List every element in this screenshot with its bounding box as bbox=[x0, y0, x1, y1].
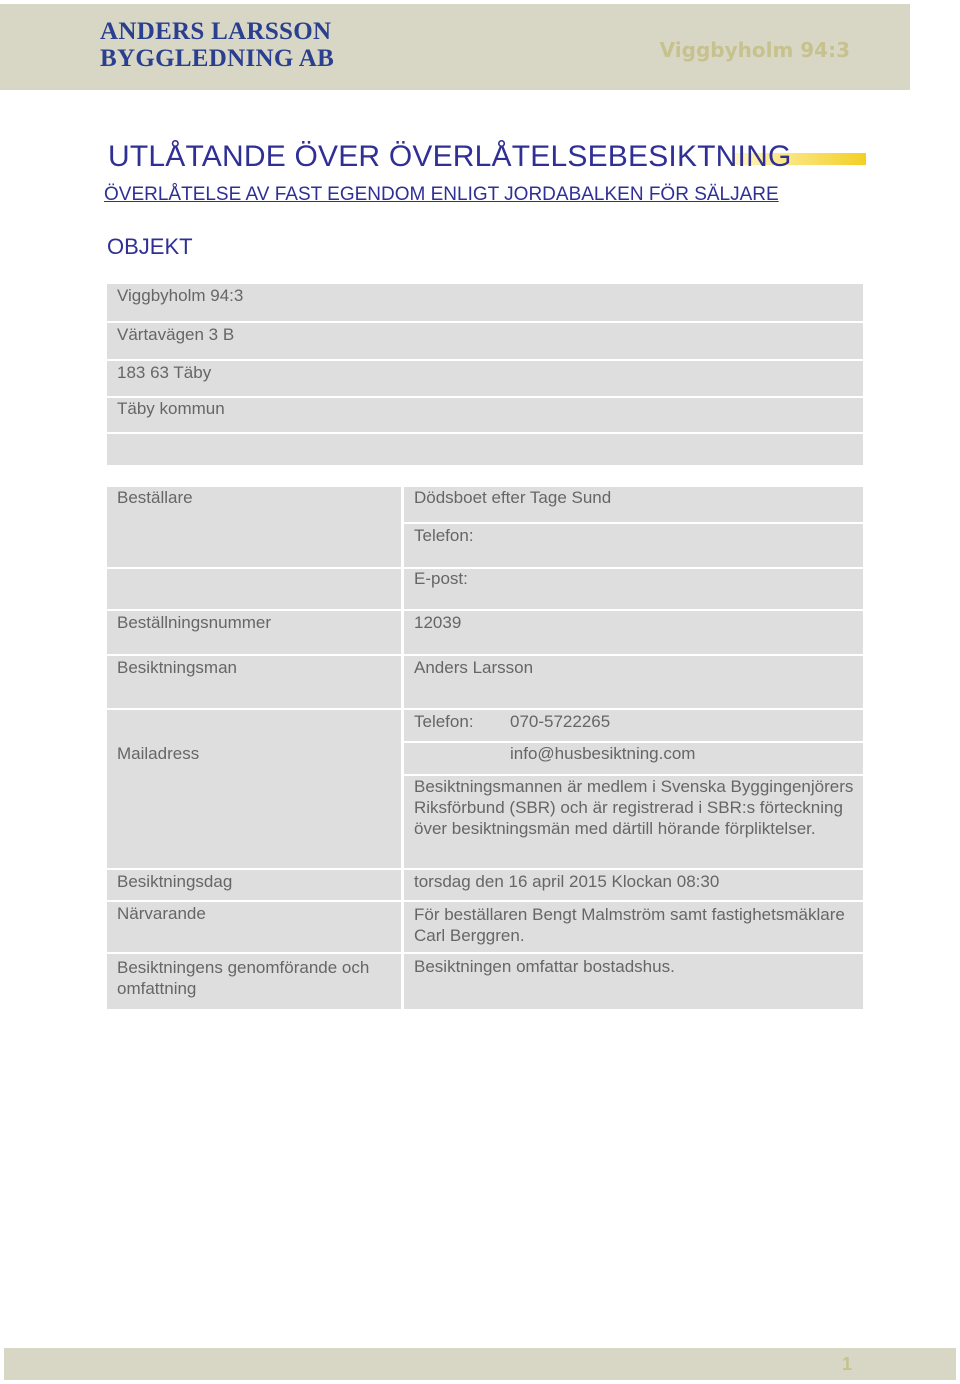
bestallningsnummer-label: Beställningsnummer bbox=[117, 613, 272, 632]
value-cell bbox=[404, 611, 863, 654]
label-cell bbox=[107, 569, 401, 609]
bestallare-label: Beställare bbox=[117, 488, 193, 507]
besiktningsdag-value: torsdag den 16 april 2015 Klockan 08:30 bbox=[414, 872, 720, 891]
object-postal: 183 63 Täby bbox=[117, 363, 212, 382]
footer-bar bbox=[4, 1348, 956, 1380]
object-row bbox=[107, 361, 863, 396]
company-logo bbox=[100, 18, 334, 72]
sbr-membership-text: Besiktningsmannen är medlem i Svenska Byggingenjörers Riksförbund (SBR) och är registrerad i SBR:s förteckning över besiktningsmän med därtill hörande förpliktelser. bbox=[414, 777, 854, 838]
besiktningsman-label: Besiktningsman bbox=[117, 658, 238, 677]
logo-line-2: BYGGLEDNING AB bbox=[100, 45, 335, 72]
bestallare-telefon-label: Telefon: bbox=[414, 526, 474, 545]
value-cell bbox=[404, 569, 863, 609]
narvarande-value: För beställaren Bengt Malmström samt fastighetsmäklare Carl Berggren. bbox=[414, 905, 845, 945]
genomforande-label: Besiktningens genomförande och omfattning bbox=[117, 958, 370, 998]
mailadress-value: info@husbesiktning.com bbox=[510, 744, 696, 763]
besiktningsman-telefon-label: Telefon: bbox=[414, 712, 474, 731]
narvarande-label: Närvarande bbox=[117, 904, 206, 923]
object-property: Viggbyholm 94:3 bbox=[117, 286, 244, 305]
label-cell bbox=[107, 710, 401, 868]
object-row-empty bbox=[107, 434, 863, 465]
bestallningsnummer-value: 12039 bbox=[414, 613, 462, 632]
page-subtitle: ÖVERLÅTELSE AV FAST EGENDOM ENLIGT JORDABALKEN FÖR SÄLJARE bbox=[104, 184, 779, 205]
page-title: UTLÅTANDE ÖVER ÖVERLÅTELSEBESIKTNING bbox=[108, 140, 792, 173]
object-heading: OBJEKT bbox=[107, 234, 193, 259]
bestallare-epost-label: E-post: bbox=[414, 569, 468, 588]
mailadress-label: Mailadress bbox=[117, 744, 200, 763]
besiktningsman-value: Anders Larsson bbox=[414, 658, 534, 677]
object-street: Värtavägen 3 B bbox=[117, 325, 235, 344]
besiktningsman-telefon-value: 070-5722265 bbox=[510, 712, 611, 731]
object-municipality: Täby kommun bbox=[117, 399, 225, 418]
besiktningsdag-label: Besiktningsdag bbox=[117, 872, 233, 891]
genomforande-value: Besiktningen omfattar bostadshus. bbox=[414, 957, 675, 976]
logo-line-1: ANDERS LARSSON bbox=[100, 18, 332, 45]
page-number: 1 bbox=[841, 1354, 852, 1374]
header-property-reference: Viggbyholm 94:3 bbox=[659, 38, 850, 62]
bestallare-value: Dödsboet efter Tage Sund bbox=[414, 488, 612, 507]
